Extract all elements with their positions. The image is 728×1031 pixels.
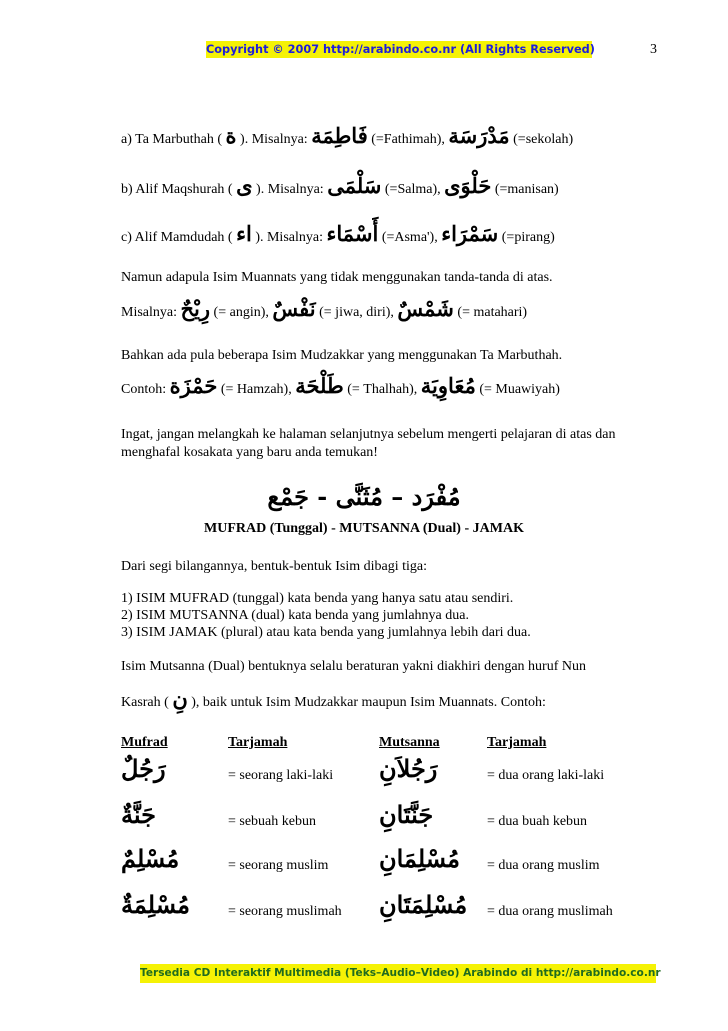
example-word: حَلْوَى: [444, 173, 492, 198]
example-gloss: (= matahari): [457, 305, 528, 320]
example-gloss: (=Asma'),: [381, 230, 438, 245]
example-word: نَفْسٌ: [272, 296, 316, 321]
paragraph-dari-segi: Dari segi bilangannya, bentuk-bentuk Isim dibagi tiga:: [121, 559, 427, 574]
example-word: مَدْرَسَة: [448, 123, 510, 148]
example-gloss: (=Salma),: [384, 182, 441, 197]
nun-kasrah-symbol: نِ: [172, 686, 188, 711]
paragraph-ingat-2: menghafal kosakata yang baru anda temukan!: [121, 445, 378, 460]
list-item: 3) ISIM JAMAK (plural) atau kata benda yang jumlahnya lebih dari dua.: [121, 625, 531, 640]
mufrad-word: مُسْلِمَةٌ: [121, 890, 190, 919]
marker-prefix: b) Alif Maqshurah (: [121, 182, 233, 197]
tarjamah-text: = seorang muslim: [228, 858, 329, 873]
column-header-mufrad: Mufrad: [121, 735, 168, 750]
column-header-tarjamah: Tarjamah: [487, 735, 547, 750]
column-header-mutsanna: Mutsanna: [379, 735, 440, 750]
misalnya-line: [121, 296, 528, 322]
example-word: أَسْمَاء: [326, 221, 379, 246]
contoh-line: [121, 373, 560, 399]
marker-symbol: ى: [236, 173, 253, 198]
example-word: مُعَاوِيَة: [420, 373, 476, 398]
example-word: شَمْسٌ: [397, 296, 454, 321]
kasrah-prefix: Kasrah (: [121, 695, 169, 710]
mufrad-word: مُسْلِمٌ: [121, 844, 180, 873]
example-gloss: (= angin),: [213, 305, 269, 320]
page-number: 3: [650, 42, 657, 57]
tarjamah-text: = seorang laki-laki: [228, 768, 334, 783]
paragraph-mutsanna-2: [121, 686, 546, 712]
marker-mid: ). Misalnya:: [256, 182, 324, 197]
tarjamah-text: = seorang muslimah: [228, 904, 342, 919]
section-title-arabic: مُفْرَد – مُثَنَّى - جَمْع: [267, 482, 461, 511]
example-gloss: (= Hamzah),: [220, 382, 292, 397]
example-gloss: (=pirang): [501, 230, 555, 245]
marker-symbol: ة: [225, 123, 237, 148]
example-word: رِيْحٌ: [180, 296, 211, 321]
mutsanna-word: رَجُلاَنِ: [379, 754, 438, 783]
list-item: 2) ISIM MUTSANNA (dual) kata benda yang jumlahnya dua.: [121, 608, 469, 623]
kasrah-suffix: ), baik untuk Isim Mudzakkar maupun Isim Muannats. Contoh:: [191, 695, 546, 710]
misalnya-label: Misalnya:: [121, 305, 177, 320]
column-header-tarjamah: Tarjamah: [228, 735, 288, 750]
mufrad-word: رَجُلٌ: [121, 754, 166, 783]
footer-banner: Tersedia CD Interaktif Multimedia (Teks–Audio–Video) Arabindo di http://arabindo.co.nr: [140, 964, 656, 983]
example-word: طَلْحَة: [295, 373, 344, 398]
paragraph-namun: Namun adapula Isim Muannats yang tidak menggunakan tanda-tanda di atas.: [121, 270, 553, 285]
marker-line-alif-mamdudah: [121, 221, 555, 247]
tarjamah-text: = dua orang muslim: [487, 858, 600, 873]
mutsanna-word: جَنَّتَانِ: [379, 800, 434, 829]
list-item: 1) ISIM MUFRAD (tunggal) kata benda yang hanya satu atau sendiri.: [121, 591, 514, 606]
paragraph-mutsanna-1: Isim Mutsanna (Dual) bentuknya selalu beraturan yakni diakhiri dengan huruf Nun: [121, 659, 586, 674]
contoh-label: Contoh:: [121, 382, 167, 397]
example-gloss: (= jiwa, diri),: [319, 305, 394, 320]
example-gloss: (=manisan): [494, 182, 559, 197]
marker-line-ta-marbuthah: [121, 123, 574, 149]
paragraph-bahkan: Bahkan ada pula beberapa Isim Mudzakkar yang menggunakan Ta Marbuthah.: [121, 348, 563, 363]
tarjamah-text: = sebuah kebun: [228, 814, 316, 829]
marker-symbol: اء: [236, 221, 252, 246]
example-word: سَلْمَى: [327, 173, 382, 198]
marker-mid: ). Misalnya:: [240, 132, 308, 147]
example-gloss: (=Fathimah),: [371, 132, 445, 147]
example-word: حَمْزَة: [169, 373, 218, 398]
tarjamah-text: = dua buah kebun: [487, 814, 588, 829]
section-title: MUFRAD (Tunggal) - MUTSANNA (Dual) - JAMAK: [204, 521, 524, 536]
mutsanna-word: مُسْلِمَتَانِ: [379, 890, 468, 919]
example-gloss: (= Thalhah),: [347, 382, 418, 397]
example-gloss: (= Muawiyah): [479, 382, 560, 397]
paragraph-ingat-1: Ingat, jangan melangkah ke halaman selanjutnya sebelum mengerti pelajaran di atas dan: [121, 427, 616, 442]
example-word: فَاطِمَة: [311, 123, 368, 148]
marker-prefix: c) Alif Mamdudah (: [121, 230, 233, 245]
tarjamah-text: = dua orang laki-laki: [487, 768, 605, 783]
marker-line-alif-maqshurah: [121, 173, 559, 199]
marker-mid: ). Misalnya:: [255, 230, 323, 245]
tarjamah-text: = dua orang muslimah: [487, 904, 613, 919]
example-gloss: (=sekolah): [513, 132, 574, 147]
marker-prefix: a) Ta Marbuthah (: [121, 132, 223, 147]
mufrad-word: جَنَّةٌ: [121, 800, 156, 829]
copyright-banner: Copyright © 2007 http://arabindo.co.nr (All Rights Reserved): [206, 43, 595, 56]
example-word: سَمْرَاء: [441, 221, 499, 246]
mutsanna-word: مُسْلِمَانِ: [379, 844, 461, 873]
